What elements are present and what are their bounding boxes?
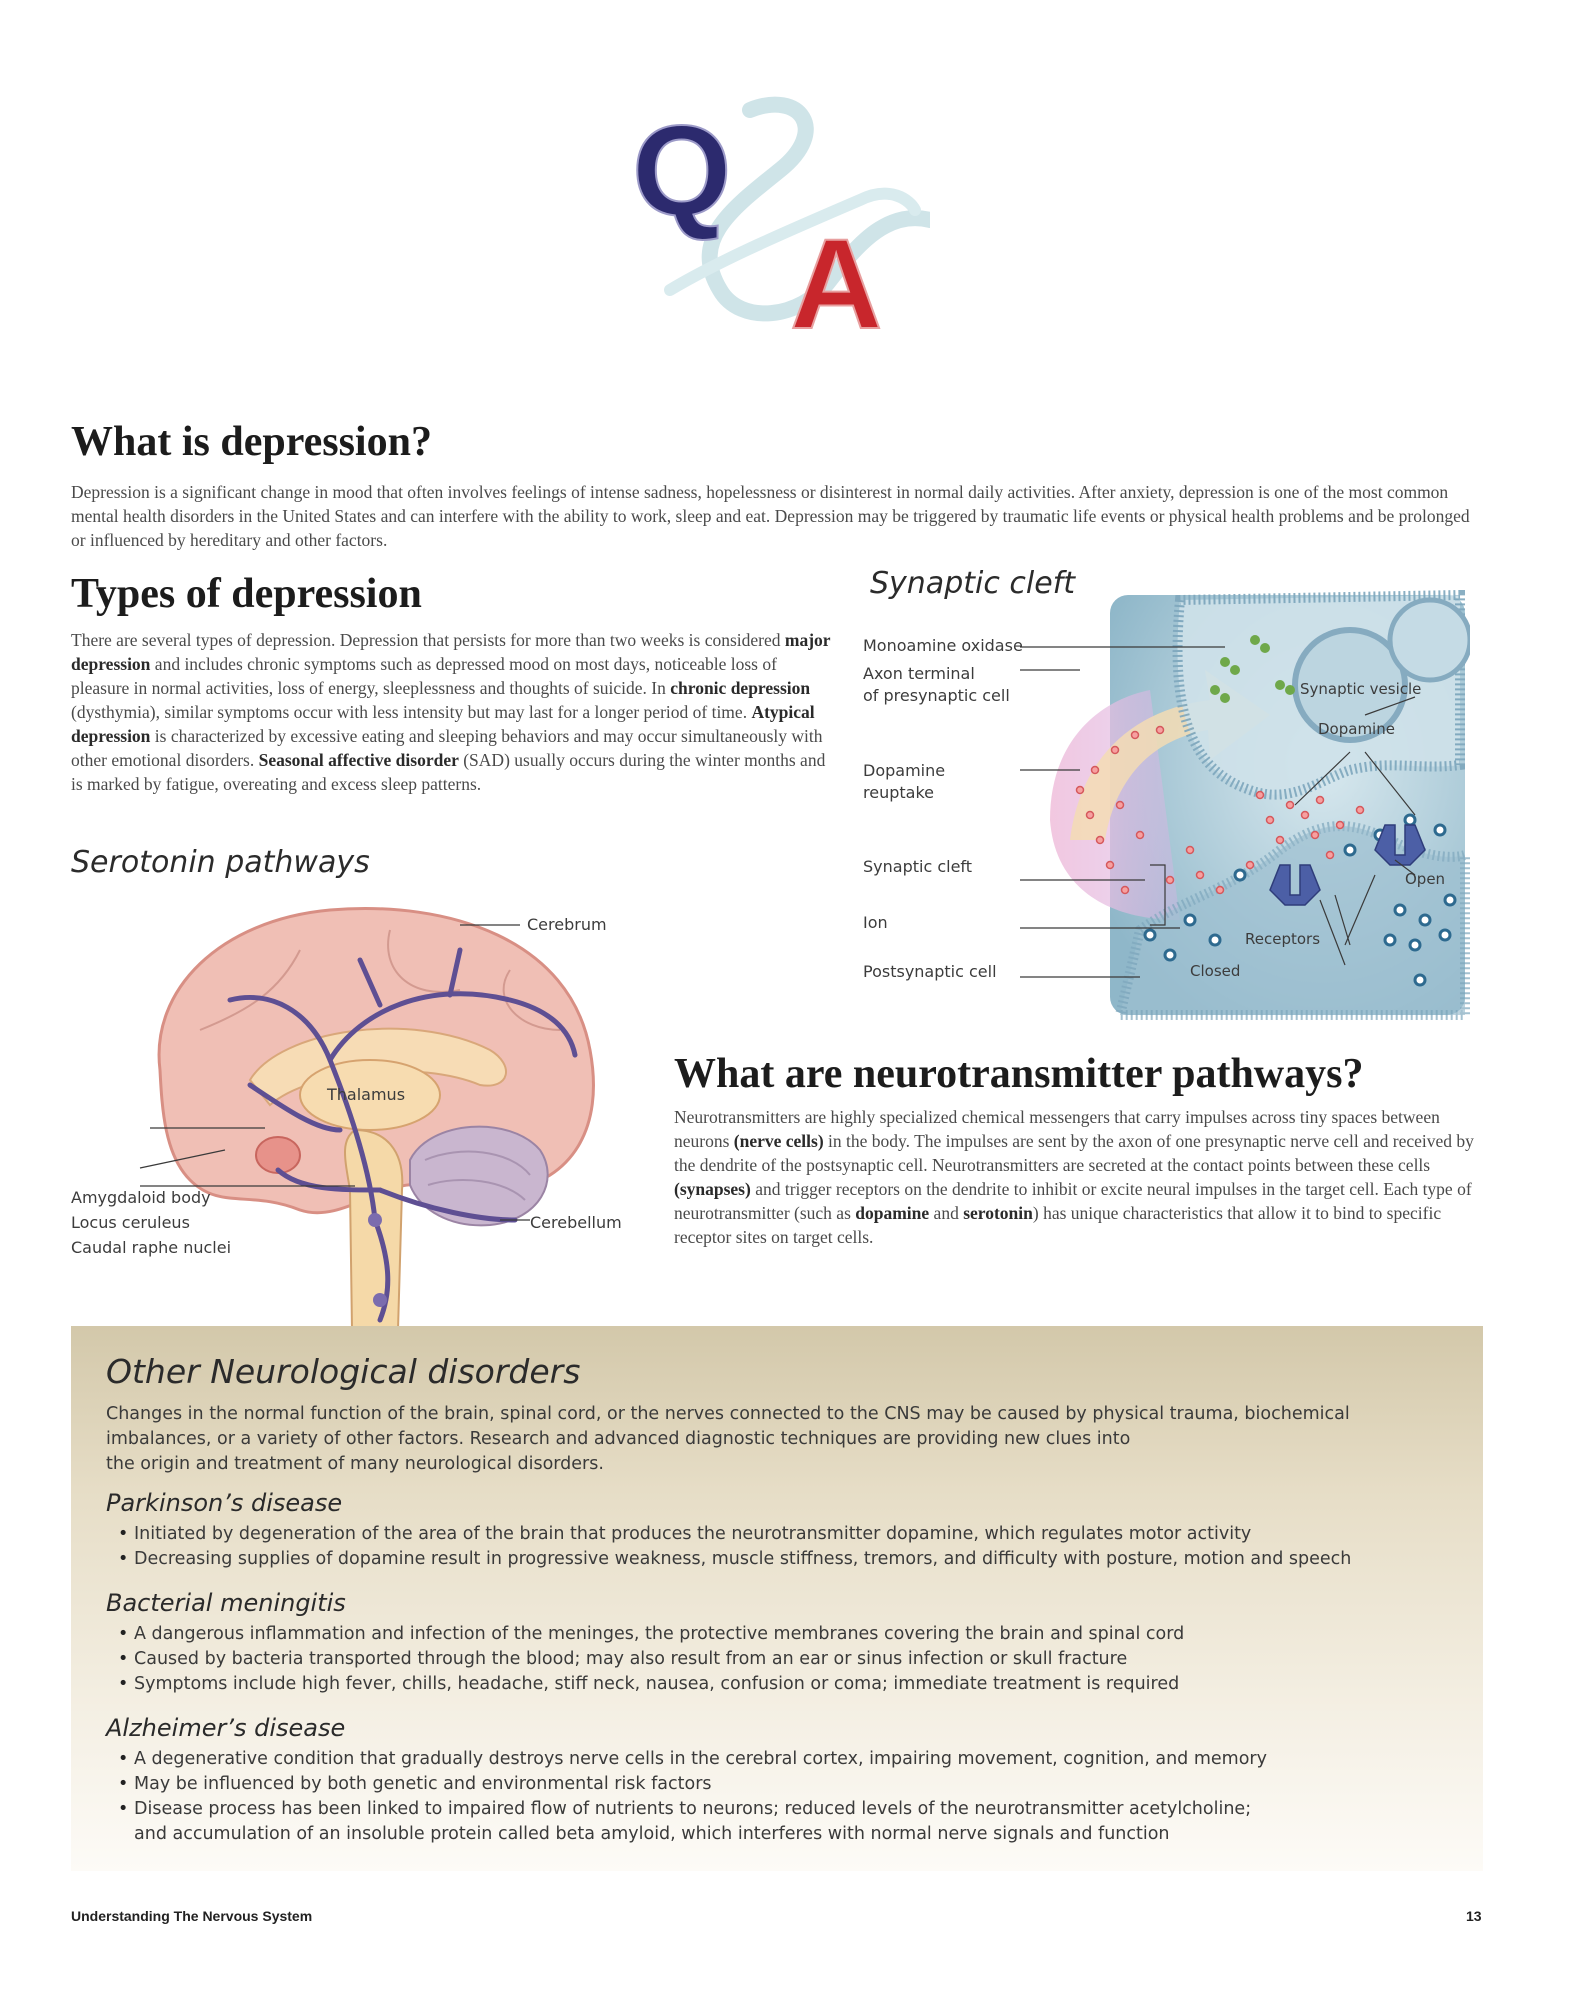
label-receptors: Receptors [1245,930,1321,948]
other-intro-2: imbalances, or a variety of other factors. Research and advanced diagnostic techniques are providing new clues into [106,1429,1131,1449]
other-intro-3: the origin and treatment of many neurological disorders. [106,1454,604,1474]
label-open: Open [1405,870,1446,888]
logo-q: Q [632,100,732,243]
list-item: • Caused by bacteria transported through the blood; may also result from an ear or sinus infection or skull fracture [112,1647,1184,1672]
meningitis-list [112,1622,1184,1697]
label-closed: Closed [1190,962,1241,980]
label-synaptic-cleft: Synaptic cleft [863,857,973,876]
neuro-body: Neurotransmitters are highly specialized chemical messengers that carry impulses across tiny spaces between neurons (nerve cells) in the body. The impulses are sent by the axon of one presynaptic nerve cell and received by the dendrite of the postsynaptic cell. Neurotransmitters are secreted at the contact points between these cells (synapses) and trigger receptors on the dendrite to inhibit or excite neural impulses in the target cell. Each type of neurotransmitter (such as dopamine and serotonin) has unique characteristics that allow it to bind to specific receptor sites on target cells. [674,1107,1474,1247]
serotonin-title: Serotonin pathways [71,845,370,880]
page-number: 13 [1466,1908,1482,1924]
qa-logo [630,90,930,340]
label-caudal-raphe: Caudal raphe nuclei [71,1238,232,1257]
other-heading: Other Neurological disorders [106,1352,581,1391]
label-cerebrum: Cerebrum [527,915,607,934]
synaptic-title: Synaptic cleft [870,566,1075,601]
list-item: • Decreasing supplies of dopamine result in progressive weakness, muscle stiffness, tremors, and difficulty with posture, motion and speech [112,1547,1351,1572]
parkinson-list [112,1522,1351,1572]
label-monoamine-oxidase: Monoamine oxidase [863,636,1023,655]
synapse-illustration [1020,590,1470,1020]
label-axon-terminal: Axon terminal [863,664,975,683]
what-is-depression-body: Depression is a significant change in mood that often involves feelings of intense sadness, hopelessness or disinterest in normal daily activities. After anxiety, depression is one of the most common mental health disorders in the United States and can interfere with the ability to work, sleep and eat. Depression may be triggered by traumatic life events or physical health problems and be prolonged or influenced by hereditary and other factors. [71,482,1470,550]
types-body: There are several types of depression. Depression that persists for more than two weeks is considered major depression and includes chronic symptoms such as depressed mood on most days, noticeable loss of pleasure in normal activities, loss of energy, sleeplessness and thoughts of suicide. In chronic depression (dysthymia), similar symptoms occur with less intensity but may last for a longer period of time. Atypical depression is characterized by excessive eating and sleeping behaviors and may occur simultaneously with other emotional disorders. Seasonal affective disorder (SAD) usually occurs during the winter months and is marked by fatigue, overeating and excess sleep patterns. [71,630,831,794]
label-synaptic-vesicle: Synaptic vesicle [1300,680,1422,698]
label-dopamine: Dopamine [1318,720,1395,738]
alzheimer-item-continuation: and accumulation of an insoluble protein called beta amyloid, which interferes with normal nerve signals and function [134,1824,1170,1844]
label-amygdaloid: Amygdaloid body [71,1188,211,1207]
label-postsynaptic-cell: Postsynaptic cell [863,962,997,981]
label-cerebellum: Cerebellum [530,1213,622,1232]
label-axon-terminal-2: of presynaptic cell [863,686,1010,705]
what-is-depression-heading: What is depression? [71,419,432,465]
types-heading: Types of depression [71,571,422,617]
list-item: • Symptoms include high fever, chills, headache, stiff neck, nausea, confusion or coma; immediate treatment is required [112,1672,1184,1697]
list-item: • A degenerative condition that gradually destroys nerve cells in the cerebral cortex, impairing movement, cognition, and memory [112,1747,1267,1772]
neuro-heading: What are neurotransmitter pathways? [674,1051,1364,1097]
label-ion: Ion [863,913,888,932]
list-item: • Initiated by degeneration of the area of the brain that produces the neurotransmitter dopamine, which regulates motor activity [112,1522,1351,1547]
alzheimer-list [112,1747,1267,1822]
brain-illustration [130,890,650,1330]
list-item: • A dangerous inflammation and infection of the meninges, the protective membranes covering the brain and spinal cord [112,1622,1184,1647]
label-locus-ceruleus: Locus ceruleus [71,1213,190,1232]
meningitis-title: Bacterial meningitis [106,1589,346,1617]
other-intro-1: Changes in the normal function of the brain, spinal cord, or the nerves connected to the CNS may be caused by physical trauma, biochemical [106,1404,1350,1424]
label-thalamus: Thalamus [327,1085,406,1104]
label-dopamine-reuptake-2: reuptake [863,783,934,802]
list-item: • May be influenced by both genetic and environmental risk factors [112,1772,1267,1797]
parkinson-title: Parkinson’s disease [106,1489,343,1517]
logo-a: A [790,213,883,340]
footer-title: Understanding The Nervous System [71,1908,313,1924]
list-item: • Disease process has been linked to impaired flow of nutrients to neurons; reduced levels of the neurotransmitter acetylcholine; [112,1797,1267,1822]
label-dopamine-reuptake: Dopamine [863,761,946,780]
alzheimer-title: Alzheimer’s disease [106,1714,346,1742]
